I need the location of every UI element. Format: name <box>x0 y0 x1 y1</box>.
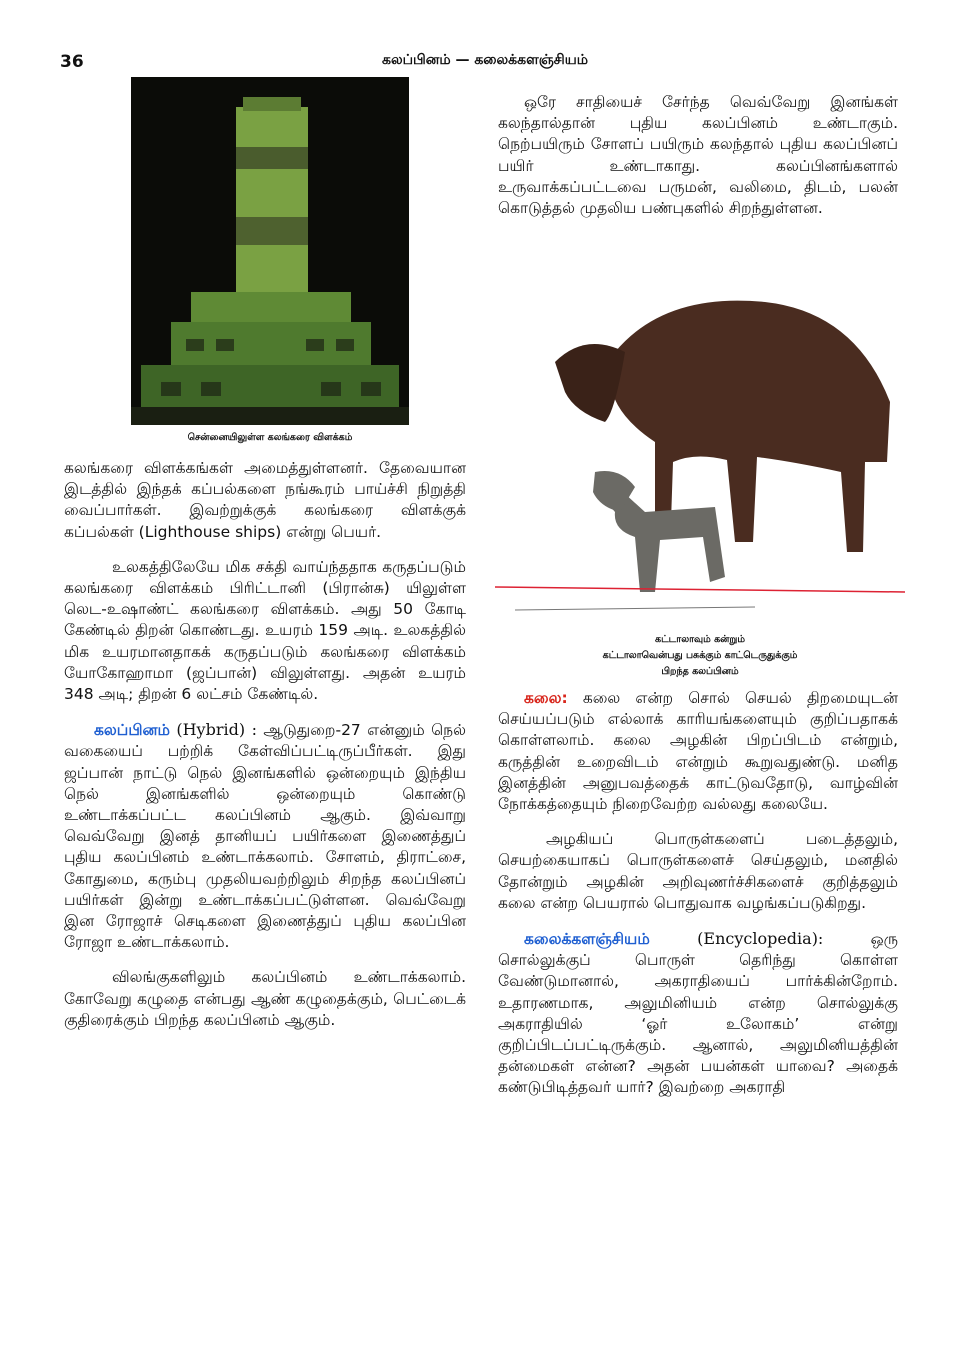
bison-illustration <box>495 292 905 630</box>
paragraph <box>498 928 898 1099</box>
bison-caption-line: கட்டாலாவும் கன்றும் <box>655 634 745 645</box>
entry-english-encyclopedia: (Encyclopedia): <box>697 929 824 949</box>
paragraph-text: ஒரு சொல்லுக்குப் பொருள் தெரிந்து கொள்ள வேண்டுமானால், அகராதியைப் பார்க்கின்றோம். உதாரணமாக, அலுமினியம் என்ற சொல்லுக்கு அகராதியில் ‘ஓர் உலோகம்’ என்று குறிப்பிடப்பட்டிருக்கும். ஆனால், அலுமினியத்தின் தன்மைகள் என்ன? அதன் பயன்கள் யாவை? அதைக் கண்டுபிடித்தவர் யார்? இவற்றை அகராதி <box>498 930 898 1097</box>
page-header <box>60 52 910 78</box>
bison-caption-line: பிறந்த கலப்பினம் <box>661 666 739 677</box>
paragraph-text: உலகத்திலேயே மிக சக்தி வாய்ந்ததாக கருதப்படும் கலங்கரை விளக்கம் பிரிட்டானி (பிரான்சு) யிலுள்ள லெட-உஷாண்ட் கலங்கரை விளக்கம். அது 50 கோடி கேண்டில் திறன் கொண்டது. உயரம் 159 அடி. உலகத்தில் மிக உயரமானதாகக் கருதப்படும் கலங்கரை விளக்கம் யோகோஹாமா (ஜப்பான்) விலுள்ளது. அதன் உயரம் 348 அடி; திறன் 6 லட்சம் கேண்டில். <box>64 557 466 704</box>
entry-term-encyclopedia: கலைக்களஞ்சியம் <box>524 930 650 949</box>
entry-english-hybrid: (Hybrid) : <box>176 720 257 740</box>
bison-caption <box>495 632 905 680</box>
right-column-bottom <box>498 688 898 1099</box>
right-column-top <box>498 92 898 219</box>
lighthouse-caption: சென்னையிலுள்ள கலங்கரை விளக்கம் <box>187 432 353 443</box>
bison-caption-line: கட்டாலாவென்பது பசுக்கும் காட்டெருதுக்கும் <box>602 650 798 661</box>
paragraph-text: அழகியப் பொருள்களைப் படைத்தலும், செயற்கையாகப் பொருள்களைச் செய்தலும், மனதில் தோன்றும் அழகின் அறிவுணர்ச்சிகளைச் குறித்தலும் கலை என்ற பெயரால் பொதுவாக வழங்கப்படுகிறது. <box>498 830 898 912</box>
entry-term-hybrid: கலப்பினம் <box>94 721 170 740</box>
paragraph <box>498 688 898 815</box>
paragraph <box>64 719 466 953</box>
page-number: 36 <box>60 52 84 72</box>
paragraph-text: ஆடுதுறை-27 என்னும் நெல் வகையைப் பற்றிக் கேள்விப்பட்டிருப்பீர்கள். இது ஜப்பான் நாட்டு நெல் இனங்களில் ஒன்றையும் இந்திய நெல் இனங்களில் ஒன்றையும் கொண்டு உண்டாக்கப்பட்ட கலப்பினம் ஆகும். இவ்வாறு வெவ்வேறு இனத் தானியப் பயிர்களை இணைத்துப் புதிய கலப்பினம் உண்டாக்கலாம். சோளம், திராட்சை, கோதுமை, கரும்பு முதலியவற்றிலும் சிறந்த கலப்பினப் பயிர்கள் இன்று உண்டாக்கப்பட்டுள்ளன. வெவ்வேறு இன ரோஜாச் செடிகளை இணைத்துப் புதிய கலப்பின ரோஜா உண்டாக்கலாம். <box>64 721 466 952</box>
running-title: கலப்பினம் — கலைக்களஞ்சியம் <box>382 52 588 68</box>
left-column <box>64 458 466 1031</box>
paragraph-text: ஒரே சாதியைச் சேர்ந்த வெவ்வேறு இனங்கள் கலந்தால்தான் புதிய கலப்பினம் உண்டாகும். நெற்பயிரும் சோளப் பயிரும் கலந்தால் புதிய கலப்பினப் பயிர் உண்டாகாது. கலப்பினங்களால் உருவாக்கப்பட்டவை பருமன், வலிமை, திடம், பலன் கொடுத்தல் முதலிய பண்புகளில் சிறந்துள்ளன. <box>498 93 898 218</box>
paragraph-text: விலங்குகளிலும் கலப்பினம் உண்டாக்கலாம். கோவேறு கழுதை என்பது ஆண் கழுதைக்கும், பெட்டைக் குதிரைக்கும் பிறந்த கலப்பினம் ஆகும். <box>64 968 466 1029</box>
lighthouse-photo <box>131 77 409 425</box>
bison-photo <box>495 292 905 630</box>
paragraph <box>498 92 898 219</box>
paragraph <box>64 557 466 705</box>
lighthouse-illustration <box>131 77 409 425</box>
paragraph <box>64 967 466 1031</box>
entry-term-art: கலை: <box>524 689 568 707</box>
paragraph <box>498 829 898 914</box>
paragraph-text: கலை என்ற சொல் செயல் திறமையுடன் செய்யப்படும் எல்லாக் காரியங்களையும் குறிப்பதாகக் கொள்ளலாம். கலை அழகின் பிறப்பிடம் என்றும், கருத்தின் உறைவிடம் என்றும் கூறுவதுண்டு. மனித இனத்தின் அனுபவத்தைக் காட்டுவதோடு, வாழ்வின் நோக்கத்தையும் நிறைவேற்ற வல்லது கலையே. <box>498 689 898 814</box>
paragraph: கலங்கரை விளக்கங்கள் அமைத்துள்ளனர். தேவையான இடத்தில் இந்தக் கப்பல்களை நங்கூரம் பாய்ச்சி நிறுத்தி வைப்பார்கள். இவற்றுக்குக் கலங்கரை விளக்குக் கப்பல்கள் (Lighthouse ships) என்று பெயர். <box>64 459 466 541</box>
